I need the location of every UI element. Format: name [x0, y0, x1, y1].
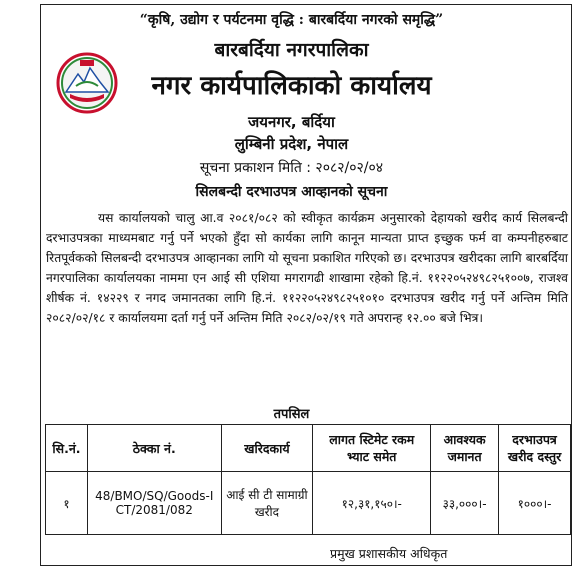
signatory: प्रमुख प्रशासकीय अधिकृत	[330, 546, 448, 561]
cell-security: ३३,०००।-	[431, 472, 499, 535]
table-header-row	[46, 425, 571, 472]
col-header-contract-no: ठेक्का नं.	[87, 425, 221, 472]
cell-procurement: आई सी टी सामाग्री खरीद	[221, 472, 313, 535]
col-header-bid-fee: दरभाउपत्र खरीद दस्तुर	[499, 425, 571, 472]
col-header-procurement: खरिदकार्य	[221, 425, 313, 472]
cell-bid-fee: १०००।-	[499, 472, 571, 535]
tender-table	[45, 424, 571, 535]
office-name: नगर कार्यपालिकाको कार्यालय	[151, 71, 432, 101]
col-header-cost-estimate: लागत स्टिमेट रकम भ्याट समेत	[313, 425, 431, 472]
notice-body: यस कार्यालयको चालु आ.व २०८१/०८२ को स्वीकृत कार्यक्रम अनुसारको देहायको खरीद कार्य सिलबन्दी दरभाउपत्रका माध्यमबाट गर्नु पर्ने भएको हुँदा सो कार्यका लागि कानून मान्यता प्राप्त इच्छुक फर्म वा कम्पनीहरुबाट रितपूर्वकको सिलबन्दी दरभाउपत्र आव्हानका लागि यो सूचना प्रकाशित गरिएको छ। दरभाउपत्र खरीदका लागि बारबर्दिया नगरपालिका कार्यालयका नाममा एन आई सी एशिया मगरागढी शाखामा रहेको हि.नं. ११२२०५२४९८२५१००७, राजश्व शीर्षक नं. १४२२९ र नगद जमानतका लागि हि.नं. ११२२०५२४९८२५१०१० दरभाउपत्र खरीद गर्नु पर्ने अन्तिम मिति २०८२/०२/१८ र कार्यालयमा दर्ता गर्नु पर्ने अन्तिम मिति २०८२/०२/१९ गते अपरान्ह १२.०० बजे भित्र।	[46, 211, 568, 325]
col-header-sn: सि.नं.	[46, 425, 88, 472]
motto: “कृषि, उद्योग र पर्यटनमा वृद्धि : बारबर्दिया नगरको समृद्धि”	[139, 12, 444, 28]
cell-sn: १	[46, 472, 88, 535]
municipality-name: बारबर्दिया नगरपालिका	[214, 39, 369, 61]
col-header-security: आवश्यक जमानत	[431, 425, 499, 472]
address-line-2: लुम्बिनी प्रदेश, नेपाल	[234, 135, 349, 153]
address-line-1: जयनगर, बर्दिया	[248, 113, 335, 131]
cell-cost-estimate: १२,३१,१५०।-	[313, 472, 431, 535]
cell-contract-no: 48/BMO/SQ/Goods-ICT/2081/082	[87, 472, 221, 535]
notice-subject: सिलबन्दी दरभाउपत्र आव्हानको सूचना	[195, 184, 388, 200]
table-title: तपसिल	[273, 407, 310, 422]
table-row	[46, 472, 571, 535]
notice-date: सूचना प्रकाशन मिति : २०८२/०२/०४	[199, 160, 384, 176]
